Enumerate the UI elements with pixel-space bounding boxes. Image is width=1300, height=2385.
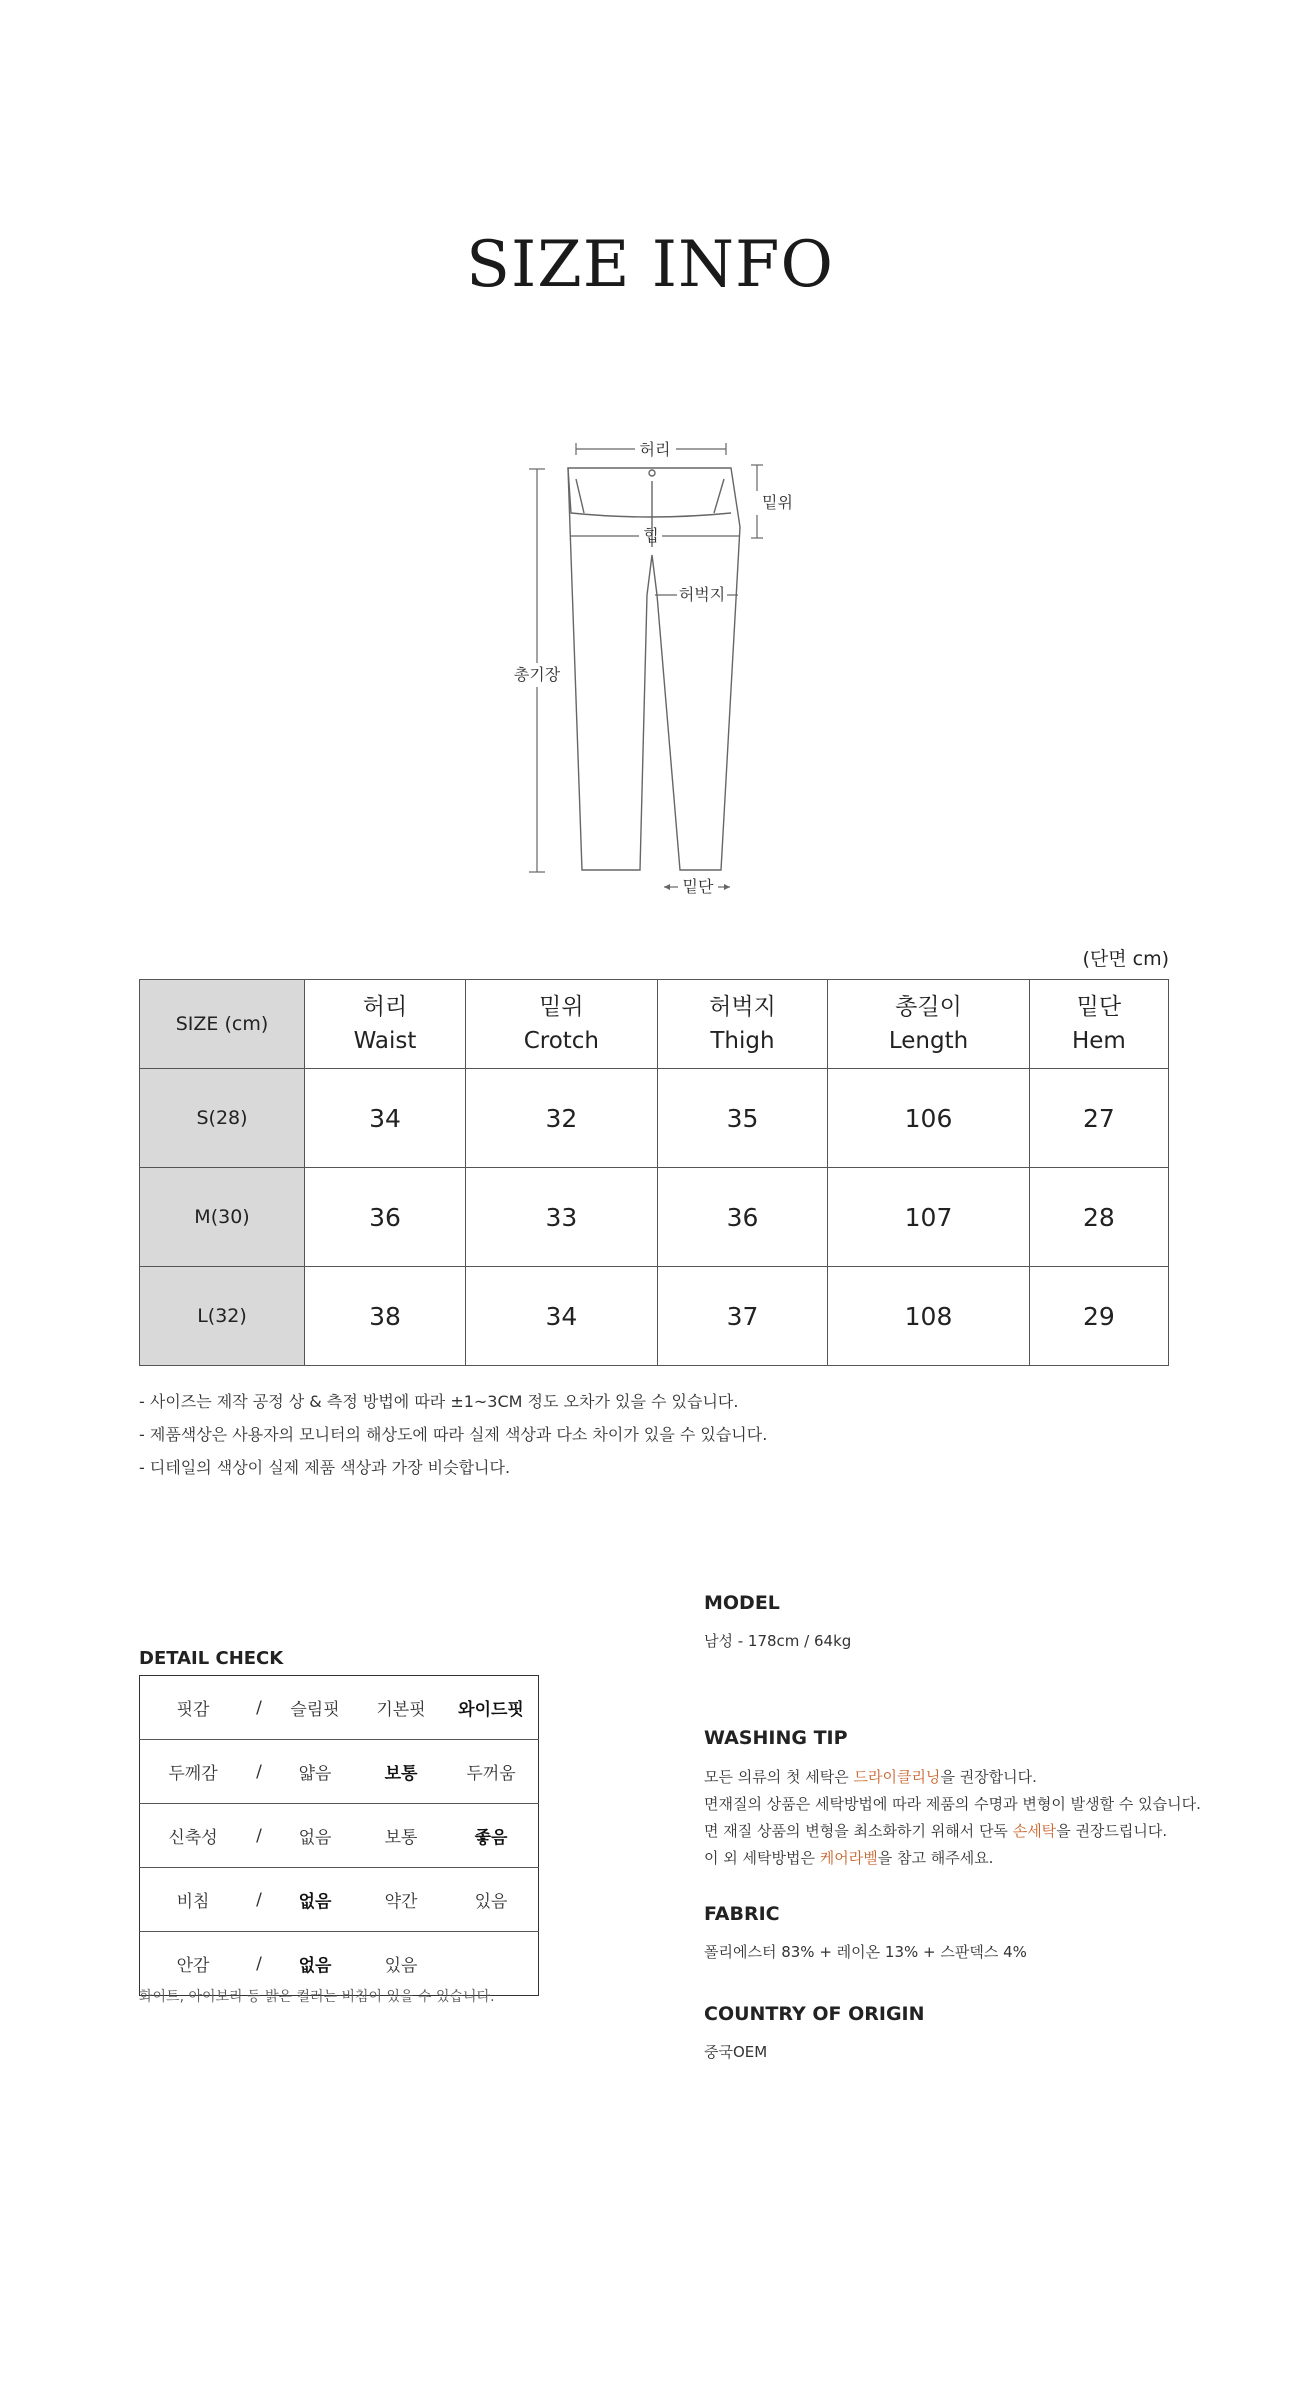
detail-option: 약간 [358, 1868, 444, 1932]
detail-option [358, 1740, 444, 1804]
washing-line [704, 1845, 1224, 1872]
page-title: SIZE INFO [466, 228, 834, 302]
washing-text: 면재질의 상품은 세탁방법에 따라 제품의 수명과 변형이 발생할 수 있습니다. [704, 1795, 1201, 1813]
washing-section [704, 1727, 1224, 1872]
detail-option [444, 1676, 539, 1740]
washing-text: 이 외 세탁방법은 [704, 1849, 820, 1867]
fabric-heading: FABRIC [704, 1903, 780, 1925]
size-table-header [140, 980, 1169, 1069]
detail-row [140, 1740, 539, 1804]
row-size: L(32) [140, 1267, 305, 1366]
unit-note: (단면 cm) [1082, 948, 1169, 970]
label-hip: 힙 [643, 526, 659, 545]
cell-thigh: 37 [657, 1267, 828, 1366]
detail-label: 신축성 [140, 1804, 247, 1868]
washing-text: 면 재질 상품의 변형을 최소화하기 위해서 단독 [704, 1822, 1013, 1840]
label-waist: 허리 [639, 440, 671, 459]
label-hem: 밑단 [682, 877, 714, 896]
col-crotch: 밑위 Crotch [465, 980, 657, 1069]
row-size: S(28) [140, 1069, 305, 1168]
fabric-section [704, 1903, 1224, 1966]
detail-option: 기본핏 [376, 1700, 426, 1720]
washing-lines [704, 1764, 1224, 1872]
detail-option: 보통 [358, 1804, 444, 1868]
detail-row [140, 1804, 539, 1868]
washing-text: 모든 의류의 첫 세탁은 [704, 1768, 854, 1786]
washing-text: 을 참고 해주세요. [877, 1849, 994, 1867]
col-hem: 밑단 Hem [1029, 980, 1168, 1069]
col-waist: 허리 Waist [305, 980, 466, 1069]
detail-check-note: 화이트, 아이보리 등 밝은 컬러는 비침이 있을 수 있습니다. [139, 1989, 495, 2005]
detail-separator: / [246, 1868, 272, 1932]
washing-line [704, 1764, 1224, 1791]
detail-label: 핏감 [176, 1700, 210, 1720]
cell-thigh: 36 [657, 1168, 828, 1267]
note-line: - 제품색상은 사용자의 모니터의 해상도에 따라 실제 색상과 다소 차이가 있을 수 있습니다. [139, 1425, 768, 1444]
washing-text: 을 권장합니다. [940, 1768, 1037, 1786]
model-text: 남성 - 178cm / 64kg [704, 1632, 852, 1650]
cell-hem: 29 [1029, 1267, 1168, 1366]
label-total-length: 총기장 [513, 665, 561, 684]
size-notes [139, 1385, 767, 1484]
detail-separator: / [256, 1697, 262, 1718]
detail-option: 슬림핏 [290, 1700, 340, 1720]
detail-separator: / [246, 1740, 272, 1804]
detail-label: 비침 [140, 1868, 247, 1932]
fabric-text: 폴리에스터 83% + 레이온 13% + 스판덱스 4% [704, 1943, 1027, 1961]
washing-highlight: 드라이클리닝 [853, 1768, 941, 1786]
note-line: - 사이즈는 제작 공정 상 & 측정 방법에 따라 ±1~3CM 정도 오차가 있을 수 있습니다. [139, 1392, 739, 1411]
detail-label: 안감 [140, 1932, 247, 1996]
cell-crotch: 34 [465, 1267, 657, 1366]
cell-crotch: 33 [465, 1168, 657, 1267]
size-header-first: SIZE (cm) [140, 980, 305, 1069]
origin-heading: COUNTRY OF ORIGIN [704, 2003, 925, 2025]
cell-hem: 27 [1029, 1069, 1168, 1168]
washing-highlight: 케어라벨 [819, 1849, 878, 1867]
measure-lines [529, 443, 763, 887]
origin-section [704, 2003, 1224, 2066]
note-line: - 디테일의 색상이 실제 제품 색상과 가장 비슷합니다. [139, 1458, 511, 1477]
cell-waist: 34 [305, 1069, 466, 1168]
detail-option: 있음 [358, 1932, 444, 1996]
pants-diagram [500, 435, 800, 905]
model-section [704, 1592, 1224, 1655]
washing-line [704, 1791, 1224, 1818]
detail-option [444, 1804, 539, 1868]
detail-row [140, 1868, 539, 1932]
washing-text: 을 권장드립니다. [1056, 1822, 1168, 1840]
col-length: 총길이 Length [828, 980, 1030, 1069]
detail-check-title: DETAIL CHECK [139, 1648, 284, 1669]
selected-option: 없음 [298, 1892, 332, 1912]
detail-option: 있음 [444, 1868, 539, 1932]
selected-option: 없음 [298, 1956, 332, 1976]
washing-highlight: 손세탁 [1012, 1822, 1057, 1840]
size-table [139, 979, 1169, 1366]
table-row [140, 1069, 1169, 1168]
table-row [140, 1267, 1169, 1366]
detail-option: 없음 [272, 1804, 358, 1868]
washing-line [704, 1818, 1224, 1845]
washing-heading: WASHING TIP [704, 1727, 848, 1749]
label-rise: 밑위 [762, 493, 793, 512]
detail-separator: / [246, 1932, 272, 1996]
cell-length: 106 [828, 1069, 1030, 1168]
row-size: M(30) [140, 1168, 305, 1267]
cell-waist: 38 [305, 1267, 466, 1366]
table-row [140, 1168, 1169, 1267]
col-thigh: 허벅지 Thigh [657, 980, 828, 1069]
label-thigh: 허벅지 [678, 585, 726, 604]
detail-option: 얇음 [272, 1740, 358, 1804]
cell-length: 107 [828, 1168, 1030, 1267]
cell-crotch: 32 [465, 1069, 657, 1168]
model-heading: MODEL [704, 1592, 780, 1614]
detail-row [140, 1676, 539, 1740]
cell-thigh: 35 [657, 1069, 828, 1168]
cell-hem: 28 [1029, 1168, 1168, 1267]
selected-option: 좋음 [474, 1828, 508, 1848]
selected-option: 보통 [384, 1764, 418, 1784]
detail-option: 두꺼움 [444, 1740, 539, 1804]
detail-check-table [139, 1675, 539, 1996]
cell-waist: 36 [305, 1168, 466, 1267]
detail-separator: / [246, 1804, 272, 1868]
selected-option: 와이드핏 [458, 1700, 524, 1720]
origin-text: 중국OEM [704, 2043, 768, 2061]
detail-option [272, 1868, 358, 1932]
cell-length: 108 [828, 1267, 1030, 1366]
detail-label: 두께감 [140, 1740, 247, 1804]
